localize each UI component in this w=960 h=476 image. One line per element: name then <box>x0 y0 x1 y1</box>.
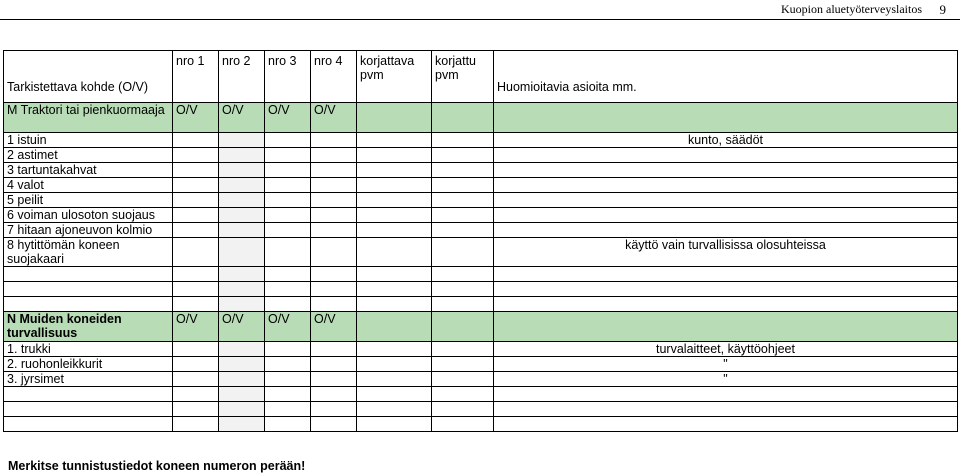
blank-cell[interactable] <box>173 417 219 432</box>
blank-cell[interactable] <box>311 417 357 432</box>
blank-row <box>4 387 958 402</box>
cell-nro4[interactable] <box>311 163 357 178</box>
cell-nro1[interactable] <box>173 357 219 372</box>
cell-fixed-date[interactable] <box>432 148 494 163</box>
row-note <box>494 163 958 178</box>
blank-cell[interactable] <box>265 402 311 417</box>
cell-nro2[interactable] <box>219 357 265 372</box>
cell-nro4[interactable] <box>311 342 357 357</box>
section-m-empty <box>432 103 494 133</box>
cell-nro3[interactable] <box>265 193 311 208</box>
row-label: 4 valot <box>4 178 173 193</box>
table-row <box>4 372 958 387</box>
cell-nro3[interactable] <box>265 133 311 148</box>
row-label: 2 astimet <box>4 148 173 163</box>
section-n-ov-1: O/V <box>173 312 219 342</box>
cell-nro1[interactable] <box>173 193 219 208</box>
section-n-empty <box>357 312 432 342</box>
row-note <box>494 193 958 208</box>
blank-cell[interactable] <box>173 267 219 282</box>
cell-fix-date[interactable] <box>357 163 432 178</box>
cell-fixed-date[interactable] <box>432 163 494 178</box>
cell-nro1[interactable] <box>173 372 219 387</box>
cell-nro4[interactable] <box>311 372 357 387</box>
footer-note: Merkitse tunnistustiedot koneen numeron perään! <box>8 459 306 473</box>
blank-cell[interactable] <box>265 297 311 312</box>
row-label: 5 peilit <box>4 193 173 208</box>
blank-cell[interactable] <box>265 267 311 282</box>
blank-cell[interactable] <box>219 417 265 432</box>
blank-cell[interactable] <box>4 267 173 282</box>
blank-cell[interactable] <box>173 282 219 297</box>
blank-cell[interactable] <box>357 267 432 282</box>
blank-row <box>4 282 958 297</box>
cell-fixed-date[interactable] <box>432 208 494 223</box>
cell-nro1[interactable] <box>173 208 219 223</box>
cell-nro4[interactable] <box>311 223 357 238</box>
blank-cell[interactable] <box>432 267 494 282</box>
blank-cell[interactable] <box>173 402 219 417</box>
blank-cell[interactable] <box>432 387 494 402</box>
cell-nro2[interactable] <box>219 238 265 267</box>
blank-cell[interactable] <box>219 387 265 402</box>
table-row <box>4 208 958 223</box>
cell-nro4[interactable] <box>311 357 357 372</box>
blank-cell[interactable] <box>311 267 357 282</box>
blank-cell[interactable] <box>494 267 958 282</box>
table-row <box>4 133 958 148</box>
cell-nro4[interactable] <box>311 178 357 193</box>
cell-nro4[interactable] <box>311 238 357 267</box>
blank-cell[interactable] <box>219 402 265 417</box>
cell-fixed-date[interactable] <box>432 238 494 267</box>
col-header-nro3: nro 3 <box>265 51 311 103</box>
section-m-ov-1: O/V <box>173 103 219 133</box>
blank-cell[interactable] <box>311 402 357 417</box>
blank-row <box>4 297 958 312</box>
cell-fixed-date[interactable] <box>432 342 494 357</box>
cell-nro1[interactable] <box>173 178 219 193</box>
col-header-nro2: nro 2 <box>219 51 265 103</box>
row-note: " <box>494 357 958 372</box>
blank-cell[interactable] <box>432 417 494 432</box>
cell-fixed-date[interactable] <box>432 357 494 372</box>
cell-nro2[interactable] <box>219 223 265 238</box>
table-row <box>4 238 958 267</box>
row-note <box>494 148 958 163</box>
cell-fixed-date[interactable] <box>432 223 494 238</box>
cell-nro3[interactable] <box>265 178 311 193</box>
blank-cell[interactable] <box>173 297 219 312</box>
table-row <box>4 178 958 193</box>
row-label: 3 tartuntakahvat <box>4 163 173 178</box>
cell-nro2[interactable] <box>219 208 265 223</box>
section-m-title: M Traktori tai pienkuormaaja <box>4 103 173 133</box>
col-header-fix-date: korjattava pvm <box>357 51 432 103</box>
table-row <box>4 148 958 163</box>
blank-cell[interactable] <box>311 297 357 312</box>
cell-nro4[interactable] <box>311 148 357 163</box>
row-note: turvalaitteet, käyttöohjeet <box>494 342 958 357</box>
cell-nro4[interactable] <box>311 208 357 223</box>
cell-fix-date[interactable] <box>357 223 432 238</box>
row-note: kunto, säädöt <box>494 133 958 148</box>
table-row <box>4 357 958 372</box>
blank-cell[interactable] <box>4 417 173 432</box>
cell-fix-date[interactable] <box>357 193 432 208</box>
blank-cell[interactable] <box>219 282 265 297</box>
blank-row <box>4 417 958 432</box>
header-row <box>4 51 958 103</box>
section-n-empty <box>494 312 958 342</box>
row-note: käyttö vain turvallisissa olosuhteissa <box>494 238 958 267</box>
cell-nro3[interactable] <box>265 223 311 238</box>
cell-nro1[interactable] <box>173 148 219 163</box>
table-row <box>4 193 958 208</box>
col-header-nro1: nro 1 <box>173 51 219 103</box>
blank-cell[interactable] <box>4 402 173 417</box>
cell-nro1[interactable] <box>173 133 219 148</box>
blank-cell[interactable] <box>265 417 311 432</box>
cell-fixed-date[interactable] <box>432 178 494 193</box>
blank-cell[interactable] <box>494 417 958 432</box>
section-n-ov-3: O/V <box>265 312 311 342</box>
blank-cell[interactable] <box>494 387 958 402</box>
section-m-ov-2: O/V <box>219 103 265 133</box>
blank-cell[interactable] <box>4 282 173 297</box>
blank-cell[interactable] <box>4 297 173 312</box>
inspection-table <box>3 50 958 432</box>
cell-fix-date[interactable] <box>357 357 432 372</box>
cell-nro1[interactable] <box>173 238 219 267</box>
row-note <box>494 223 958 238</box>
blank-cell[interactable] <box>494 402 958 417</box>
cell-fix-date[interactable] <box>357 208 432 223</box>
cell-nro3[interactable] <box>265 148 311 163</box>
cell-fix-date[interactable] <box>357 148 432 163</box>
section-m-ov-4: O/V <box>311 103 357 133</box>
table-row <box>4 163 958 178</box>
section-n-header <box>4 312 958 342</box>
cell-nro3[interactable] <box>265 238 311 267</box>
section-m-header <box>4 103 958 133</box>
blank-row <box>4 267 958 282</box>
cell-nro3[interactable] <box>265 163 311 178</box>
blank-cell[interactable] <box>173 387 219 402</box>
row-note <box>494 208 958 223</box>
row-label: 1 istuin <box>4 133 173 148</box>
table-row <box>4 223 958 238</box>
cell-nro2[interactable] <box>219 342 265 357</box>
blank-cell[interactable] <box>4 387 173 402</box>
page-number: 9 <box>939 2 946 17</box>
section-m-empty <box>357 103 432 133</box>
page-header <box>0 0 960 20</box>
document-title: Kuopion aluetyöterveyslaitos <box>781 2 922 16</box>
blank-cell[interactable] <box>432 282 494 297</box>
table-row <box>4 342 958 357</box>
cell-nro2[interactable] <box>219 133 265 148</box>
blank-cell[interactable] <box>219 297 265 312</box>
blank-cell[interactable] <box>265 387 311 402</box>
section-n-empty <box>432 312 494 342</box>
row-label: 8 hytittömän koneen suojakaari <box>4 238 173 267</box>
cell-nro2[interactable] <box>219 163 265 178</box>
cell-nro3[interactable] <box>265 357 311 372</box>
blank-row <box>4 402 958 417</box>
cell-fixed-date[interactable] <box>432 133 494 148</box>
blank-cell[interactable] <box>219 267 265 282</box>
section-n-ov-2: O/V <box>219 312 265 342</box>
blank-cell[interactable] <box>494 297 958 312</box>
cell-nro2[interactable] <box>219 193 265 208</box>
cell-nro4[interactable] <box>311 133 357 148</box>
cell-fixed-date[interactable] <box>432 193 494 208</box>
blank-cell[interactable] <box>311 387 357 402</box>
row-label: 7 hitaan ajoneuvon kolmio <box>4 223 173 238</box>
cell-nro1[interactable] <box>173 342 219 357</box>
blank-cell[interactable] <box>265 282 311 297</box>
cell-nro1[interactable] <box>173 223 219 238</box>
cell-nro2[interactable] <box>219 148 265 163</box>
row-label: 1. trukki <box>4 342 173 357</box>
cell-fix-date[interactable] <box>357 238 432 267</box>
cell-fixed-date[interactable] <box>432 372 494 387</box>
cell-fix-date[interactable] <box>357 133 432 148</box>
section-m-empty <box>494 103 958 133</box>
blank-cell[interactable] <box>494 282 958 297</box>
cell-fix-date[interactable] <box>357 372 432 387</box>
cell-fix-date[interactable] <box>357 342 432 357</box>
col-header-nro4: nro 4 <box>311 51 357 103</box>
blank-cell[interactable] <box>432 297 494 312</box>
col-header-notes: Huomioitavia asioita mm. <box>494 51 958 103</box>
col-header-target: Tarkistettava kohde (O/V) <box>4 51 173 103</box>
cell-nro3[interactable] <box>265 372 311 387</box>
section-m-ov-3: O/V <box>265 103 311 133</box>
section-n-ov-4: O/V <box>311 312 357 342</box>
blank-cell[interactable] <box>357 297 432 312</box>
cell-nro3[interactable] <box>265 342 311 357</box>
row-note <box>494 178 958 193</box>
blank-cell[interactable] <box>357 387 432 402</box>
blank-cell[interactable] <box>311 282 357 297</box>
cell-fix-date[interactable] <box>357 178 432 193</box>
blank-cell[interactable] <box>357 417 432 432</box>
row-label: 6 voiman ulosoton suojaus <box>4 208 173 223</box>
cell-nro1[interactable] <box>173 163 219 178</box>
cell-nro2[interactable] <box>219 372 265 387</box>
blank-cell[interactable] <box>357 402 432 417</box>
row-label: 2. ruohonleikkurit <box>4 357 173 372</box>
row-label: 3. jyrsimet <box>4 372 173 387</box>
cell-nro3[interactable] <box>265 208 311 223</box>
section-n-title: N Muiden koneiden turvallisuus <box>4 312 173 342</box>
blank-cell[interactable] <box>432 402 494 417</box>
cell-nro2[interactable] <box>219 178 265 193</box>
row-note: " <box>494 372 958 387</box>
blank-cell[interactable] <box>357 282 432 297</box>
cell-nro4[interactable] <box>311 193 357 208</box>
col-header-fixed-date: korjattu pvm <box>432 51 494 103</box>
